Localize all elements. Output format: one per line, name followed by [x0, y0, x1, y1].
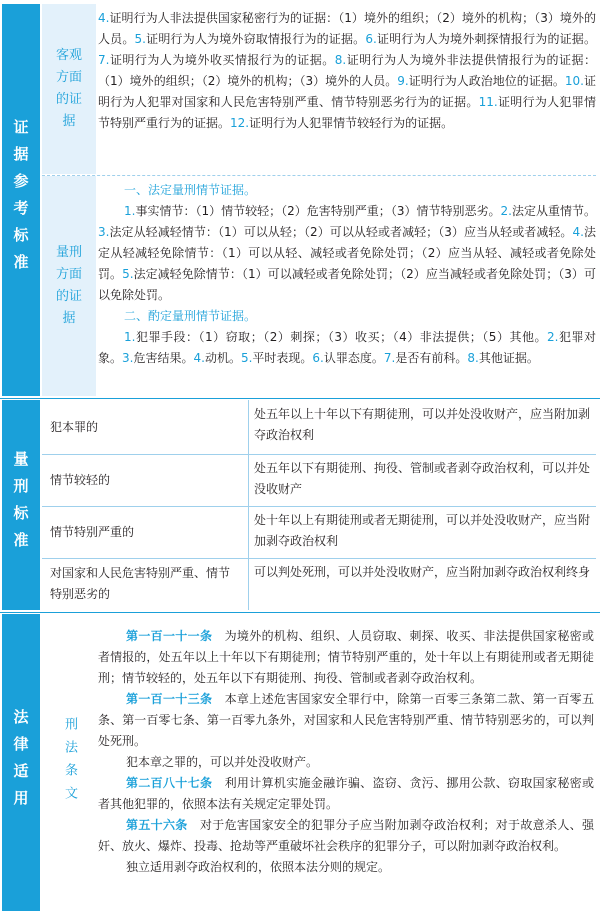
item-number: 3.	[98, 225, 110, 239]
case-cell: 对国家和人民危害特别严重、情节特别恶劣的	[50, 566, 231, 601]
item-number: 1.	[124, 204, 136, 218]
statutory-items	[98, 201, 596, 306]
item-text: 认罪态度。	[323, 351, 384, 365]
item-text: 证明行为人为境外刺探情报行为的证据。	[376, 32, 596, 46]
item-number: 8.	[334, 53, 347, 67]
sentencing-evidence-label: 量刑方面的证据	[55, 245, 82, 326]
table-row	[42, 454, 596, 506]
item-text: 证明行为人犯罪情节较轻行为的证据。	[249, 116, 454, 130]
item-number: 5.	[134, 32, 146, 46]
item-number: 5.	[122, 267, 134, 281]
law-articles	[98, 626, 594, 878]
item-number: 7.	[383, 351, 396, 365]
sub-label-objective	[42, 4, 96, 174]
law-paragraph	[98, 689, 594, 752]
item-text: 证明行为人犯罪情节特别严重行为的证据。	[98, 95, 596, 130]
item-number: 4.	[193, 351, 205, 365]
item-text: 证明行为人为境外收买情报行为的证据。	[109, 53, 335, 67]
section-label-sentencing	[2, 400, 40, 610]
article-text: 利用计算机实施金融诈骗、盗窃、贪污、挪用公款、窃取国家秘密或者其他犯罪的，依照本法有关规定定罪处罚。	[98, 776, 594, 811]
item-text: 证明行为人犯罪对国家和人民危害特别严重、情节特别恶劣行为的证据。	[98, 74, 596, 109]
item-number: 2.	[547, 330, 559, 344]
article-number: 第一百一十一条	[126, 629, 225, 643]
item-text: 是否有前科。	[395, 351, 468, 365]
item-number: 5.	[240, 351, 253, 365]
divider	[0, 398, 600, 399]
section-sentencing-title: 量刑标准	[11, 451, 30, 559]
section-label-evidence	[2, 4, 40, 396]
item-number: 10.	[564, 74, 584, 88]
law-paragraph	[98, 752, 594, 773]
article-text: 犯本章之罪的，可以并处没收财产。	[126, 755, 319, 769]
penalty-cell: 可以判处死刑，可以并处没收财产，应当附加剥夺政治权利终身	[254, 565, 591, 579]
article-text: 本章上述危害国家安全罪行中，除第一百零三条第二款、第一百零五条、第一百零七条、第一百零九条外，对国家和人民危害特别严重、情节特别恶劣的，可以判处死刑。	[98, 692, 594, 748]
item-text: 法定减轻免除情节：（1）可以减轻或者免除处罚；（2）应当减轻或者免除处罚；（3）可以免除处罚。	[98, 267, 596, 302]
penalty-cell: 处五年以下有期徒刑、拘役、管制或者剥夺政治权利，可以并处没收财产	[254, 461, 591, 496]
item-number: 9.	[397, 74, 409, 88]
article-text: 独立适用剥夺政治权利的，依照本法分则的规定。	[126, 860, 391, 874]
item-text: 证明行为人为境外窃取情报行为的证据。	[145, 32, 366, 46]
law-paragraph	[98, 815, 594, 857]
law-paragraph	[98, 857, 594, 878]
case-cell: 犯本罪的	[50, 419, 99, 434]
article-number: 第一百一十三条	[126, 692, 225, 706]
item-number: 4.	[572, 225, 584, 239]
objective-evidence-text	[98, 8, 596, 134]
article-text: 为境外的机构、组织、人员窃取、刺探、收买、非法提供国家秘密或者情报的，处五年以上十年以下有期徒刑；情节特别严重的，处十年以上有期徒刑或者无期徒刑；情节较轻的，处五年以下有期徒刑、拘役、管制或者剥夺政治权利。	[98, 629, 594, 685]
item-text: 法定从轻减轻情节：（1）可以从轻；（2）可以从轻或者减轻；（3）应当从轻或者减轻。	[109, 225, 573, 239]
article-number: 第二百八十七条	[126, 776, 225, 790]
section-law-title: 法律适用	[11, 708, 30, 817]
table-row	[42, 558, 596, 610]
item-text: 事实情节：（1）情节较轻；（2）危害特别严重；（3）情节特别恶劣。	[135, 204, 501, 218]
item-number: 8.	[467, 351, 479, 365]
item-number: 12.	[230, 116, 250, 130]
case-cell: 情节特别严重的	[50, 524, 135, 539]
section-evidence-title: 证据参考标准	[11, 119, 30, 281]
row-divider	[42, 454, 596, 455]
item-number: 4.	[98, 11, 110, 25]
heading-discretionary: 二、酌定量刑情节证据。	[124, 309, 257, 323]
penalty-cell: 处十年以上有期徒刑或者无期徒刑，可以并处没收财产，应当附加剥夺政治权利	[254, 513, 591, 548]
item-number: 1.	[124, 330, 136, 344]
item-text: 平时表现。	[252, 351, 313, 365]
divider	[0, 612, 600, 613]
objective-label: 客观方面的证据	[55, 48, 82, 129]
sub-label-law	[42, 614, 96, 911]
item-number: 3.	[122, 351, 134, 365]
section-label-law	[2, 614, 40, 911]
item-number: 6.	[365, 32, 377, 46]
penalty-cell: 处五年以上十年以下有期徒刑，可以并处没收财产，应当附加剥夺政治权利	[254, 407, 591, 442]
sentencing-evidence-text	[98, 180, 596, 369]
item-text: 证明行为人非法提供国家秘密行为的证据：（1）境外的组织；（2）境外的机构；（3）境外的人员。	[98, 11, 596, 46]
discretionary-items	[98, 327, 596, 369]
item-text: 危害结果。	[133, 351, 194, 365]
row-divider	[42, 506, 596, 507]
article-number: 第五十六条	[126, 818, 200, 832]
law-paragraph	[98, 626, 594, 689]
item-number: 11.	[478, 95, 498, 109]
article-text: 对于危害国家安全的犯罪分子应当附加剥夺政治权利；对于故意杀人、强奸、放火、爆炸、投毒、抢劫等严重破坏社会秩序的犯罪分子，可以附加剥夺政治权利。	[98, 818, 594, 853]
sub-label-sentencing-evidence	[42, 176, 96, 396]
case-cell: 情节较轻的	[50, 472, 111, 487]
divider	[42, 175, 596, 176]
item-number: 6.	[312, 351, 324, 365]
table-row	[42, 506, 596, 558]
item-text: 犯罪对象。	[98, 330, 596, 365]
heading-statutory: 一、法定量刑情节证据。	[124, 183, 257, 197]
row-divider	[42, 558, 596, 559]
item-text: 法定从轻减轻免除情节：（1）可以从轻、减轻或者免除处罚；（2）应当从轻、减轻或者免除处罚。	[98, 225, 596, 281]
item-text: 证明行为人政治地位的证据。	[408, 74, 565, 88]
item-text: 法定从重情节。	[511, 204, 596, 218]
law-label: 刑法条文	[62, 716, 77, 809]
item-text: 其他证据。	[478, 351, 539, 365]
item-number: 7.	[98, 53, 110, 67]
law-paragraph	[98, 773, 594, 815]
item-text: 犯罪手段：（1）窃取；（2）刺探；（3）收买；（4）非法提供；（5）其他。	[135, 330, 547, 344]
item-text: 动机。	[204, 351, 241, 365]
item-number: 2.	[500, 204, 512, 218]
table-row	[42, 400, 596, 454]
item-text: 证明行为人为境外非法提供情报行为的证据：（1）境外的组织；（2）境外的机构；（3）境外的人员。	[98, 53, 596, 88]
